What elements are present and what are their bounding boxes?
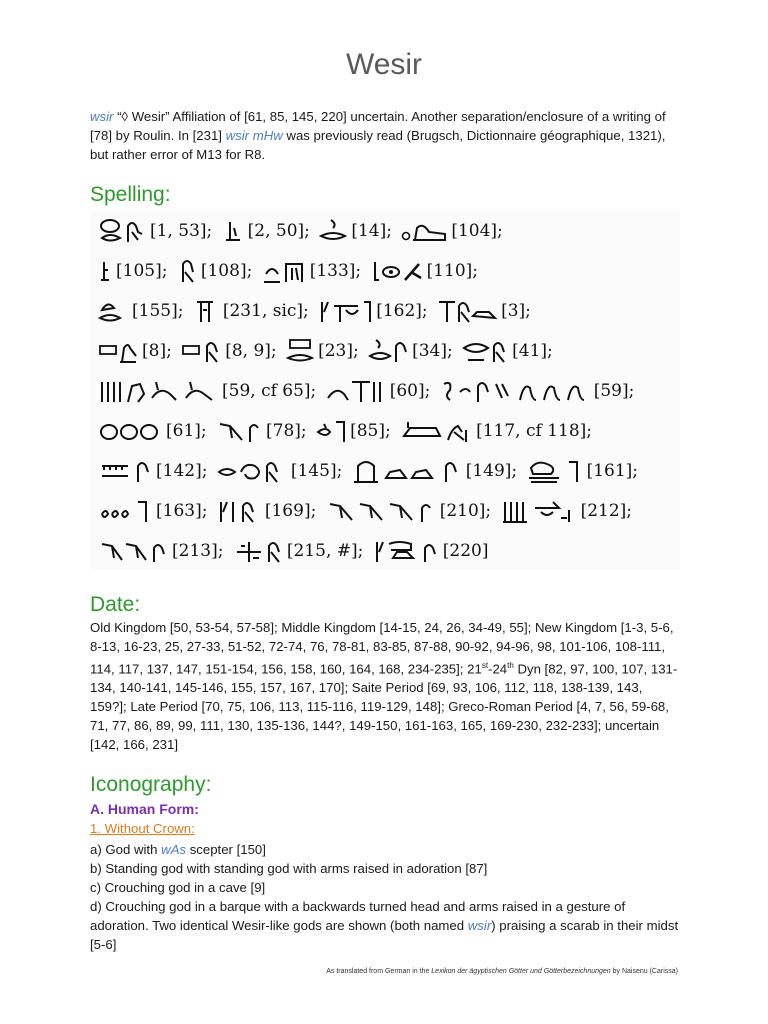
spelling-reference: [215, #]; xyxy=(286,541,364,561)
intro-paragraph xyxy=(90,107,680,164)
spelling-reference: [133]; xyxy=(309,261,362,281)
transliteration-term: wsir mHw xyxy=(225,128,283,143)
spelling-reference: [145]; xyxy=(290,461,343,481)
spelling-reference: [59]; xyxy=(593,381,635,401)
spelling-row xyxy=(98,298,535,332)
hieroglyph-group-icon xyxy=(326,498,436,524)
spelling-reference: [59, cf 65]; xyxy=(222,381,317,401)
hieroglyph-group-icon xyxy=(326,378,386,404)
page-title: Wesir xyxy=(345,48,423,81)
date-text: -24 xyxy=(488,661,508,677)
section-heading-iconography: Iconography: xyxy=(90,773,212,796)
hieroglyph-group-icon xyxy=(440,378,590,404)
hieroglyph-group-icon xyxy=(98,538,168,564)
hieroglyph-group-icon xyxy=(401,218,447,244)
hieroglyph-group-icon xyxy=(462,338,508,364)
hieroglyph-group-icon xyxy=(368,338,408,364)
section-heading-spelling: Spelling: xyxy=(90,183,171,206)
list-item xyxy=(90,840,680,859)
spelling-reference: [162]; xyxy=(376,301,428,321)
hieroglyph-group-icon xyxy=(400,418,472,444)
hieroglyph-group-icon xyxy=(98,378,218,404)
hieroglyph-group-icon xyxy=(98,418,162,444)
spelling-reference: [210]; xyxy=(439,501,492,521)
hieroglyph-group-icon xyxy=(371,258,423,284)
spelling-reference: [161]; xyxy=(586,461,639,481)
hieroglyph-group-icon xyxy=(373,538,439,564)
ordinal-suffix: th xyxy=(507,661,514,670)
list-item xyxy=(90,897,680,954)
hieroglyph-group-icon xyxy=(318,298,372,324)
transliteration-term: wAs xyxy=(161,842,187,857)
spelling-reference: [8, 9]; xyxy=(225,341,277,361)
spelling-reference: [41]; xyxy=(512,341,553,361)
hieroglyph-group-icon xyxy=(181,338,221,364)
hieroglyph-group-icon xyxy=(217,458,287,484)
spelling-reference: [14]; xyxy=(351,221,392,241)
list-item-text: d) Crouching god in a barque with a backwards turned head and arms raised in a gesture of adoration. Two identical Wesir-like gods are shown (both named xyxy=(90,899,626,933)
transliteration-term: wsir xyxy=(467,918,492,933)
date-text: Dyn [82, 97, 100, 107, 131-134, 140-141, 145-146, 155, 157, 167, 170]; Saite Period [69, 93, 106, 112, 118, 138-139, 143, 159?]; Late Period [70, 75, 106, 113, 115-116, 119-129, 148]; Greco-Roman Period [4, 7, 56, 59-68, 71, 77, 86, 89, 99, 111, 130, 135-136, 144?, 149-150, 161-163, 165, 169-230, 232-233]; uncertain [142, 166, 231] xyxy=(90,661,678,753)
spelling-row xyxy=(98,258,482,292)
spelling-row xyxy=(98,498,636,532)
spelling-reference: [60]; xyxy=(389,381,431,401)
spelling-reference: [220] xyxy=(442,541,489,561)
ordinal-suffix: st xyxy=(481,661,489,670)
list-item-text: scepter [150] xyxy=(186,842,266,857)
spelling-reference: [212]; xyxy=(580,501,633,521)
transliteration-term: wsir xyxy=(90,109,114,124)
list-item-text: ) praising a scarab in their midst [5-6] xyxy=(90,918,679,952)
hieroglyph-group-icon xyxy=(437,298,497,324)
spelling-reference: [155]; xyxy=(132,301,184,321)
spelling-reference: [117, cf 118]; xyxy=(476,421,593,441)
spelling-reference: [213]; xyxy=(172,541,224,561)
footer-text: by Naisenu (Carissa) xyxy=(610,968,678,975)
spelling-reference: [169]; xyxy=(264,501,317,521)
spelling-reference: [3]; xyxy=(501,301,531,321)
hieroglyph-group-icon xyxy=(177,258,197,284)
hieroglyph-group-icon xyxy=(98,218,146,244)
footer-text: As translated from German in the xyxy=(326,968,432,975)
spelling-row xyxy=(98,538,492,572)
spelling-reference: [8]; xyxy=(142,341,172,361)
hieroglyph-group-icon xyxy=(98,338,138,364)
iconography-list xyxy=(90,840,680,954)
hieroglyph-group-icon xyxy=(98,458,152,484)
hieroglyph-group-icon xyxy=(352,458,462,484)
hieroglyph-group-icon xyxy=(286,338,314,364)
hieroglyph-group-icon xyxy=(216,418,262,444)
list-item: c) Crouching god in a cave [9] xyxy=(90,880,266,895)
spelling-row xyxy=(98,218,507,252)
footer-book-title: Lexikon der ägyptischen Götter und Götterbezeichnungen xyxy=(431,968,611,975)
spelling-reference: [104]; xyxy=(451,221,503,241)
spelling-row xyxy=(98,418,596,452)
hieroglyph-group-icon xyxy=(222,218,244,244)
intro-text: “◊ Wesir” Affiliation of [61, 85, 145, 220] uncertain. Another separation/enclosure of a writing of [78] by Roulin. In [231] xyxy=(90,109,666,143)
hieroglyph-group-icon xyxy=(262,258,306,284)
date-paragraph xyxy=(90,618,680,754)
spelling-reference: [34]; xyxy=(412,341,453,361)
spelling-reference: [61]; xyxy=(166,421,207,441)
hieroglyph-group-icon xyxy=(501,498,577,524)
subheading-without-crown: 1. Without Crown: xyxy=(90,821,195,836)
date-text: Old Kingdom [50, 53-54, 57-58]; Middle Kingdom [14-15, 24, 26, 34-49, 55]; New Kingdom [1-3, 5-6, 8-13, 16-23, 25, 27-33, 51-52, 72-74, 76, 78-81, 83-85, 87-88, 90-92, 94-96, 98, 101-106, 108-111, 114, 117, 137, 147, 151-154, 156, 158, 160, 164, 168, 234-235]; 21 xyxy=(90,620,674,677)
hieroglyph-group-icon xyxy=(527,458,583,484)
section-heading-date: Date: xyxy=(90,593,141,616)
spelling-reference: [2, 50]; xyxy=(247,221,310,241)
spelling-reference: [85]; xyxy=(350,421,391,441)
spelling-reference: [23]; xyxy=(318,341,359,361)
spelling-reference: [78]; xyxy=(266,421,307,441)
hieroglyph-group-icon xyxy=(316,418,346,444)
list-item-text: a) God with xyxy=(90,842,162,857)
translation-credit xyxy=(326,968,678,975)
spelling-reference: [108]; xyxy=(200,261,253,281)
spelling-reference: [231, sic]; xyxy=(222,301,309,321)
hieroglyph-group-icon xyxy=(319,218,347,244)
hieroglyph-group-icon xyxy=(233,538,283,564)
hieroglyph-group-icon xyxy=(193,298,219,324)
hieroglyph-group-icon xyxy=(98,298,128,324)
subheading-human-form: A. Human Form: xyxy=(90,801,199,817)
hieroglyph-group-icon xyxy=(98,498,152,524)
spelling-reference: [142]; xyxy=(156,461,208,481)
hieroglyph-group-icon xyxy=(98,258,112,284)
spelling-row xyxy=(98,458,642,492)
list-item: b) Standing god with standing god with arms raised in adoration [87] xyxy=(90,861,488,876)
intro-text: was previously read (Brugsch, Dictionnaire géographique, 1321), but rather error of M13 for R8. xyxy=(90,128,666,162)
hieroglyph-group-icon xyxy=(217,498,261,524)
spelling-reference: [105]; xyxy=(116,261,168,281)
spelling-reference: [110]; xyxy=(426,261,479,281)
spelling-hieroglyphs-panel xyxy=(90,210,680,570)
spelling-reference: [149]; xyxy=(465,461,518,481)
spelling-row xyxy=(98,338,557,372)
spelling-reference: [163]; xyxy=(156,501,208,521)
spelling-reference: [1, 53]; xyxy=(150,221,213,241)
spelling-row xyxy=(98,378,638,412)
